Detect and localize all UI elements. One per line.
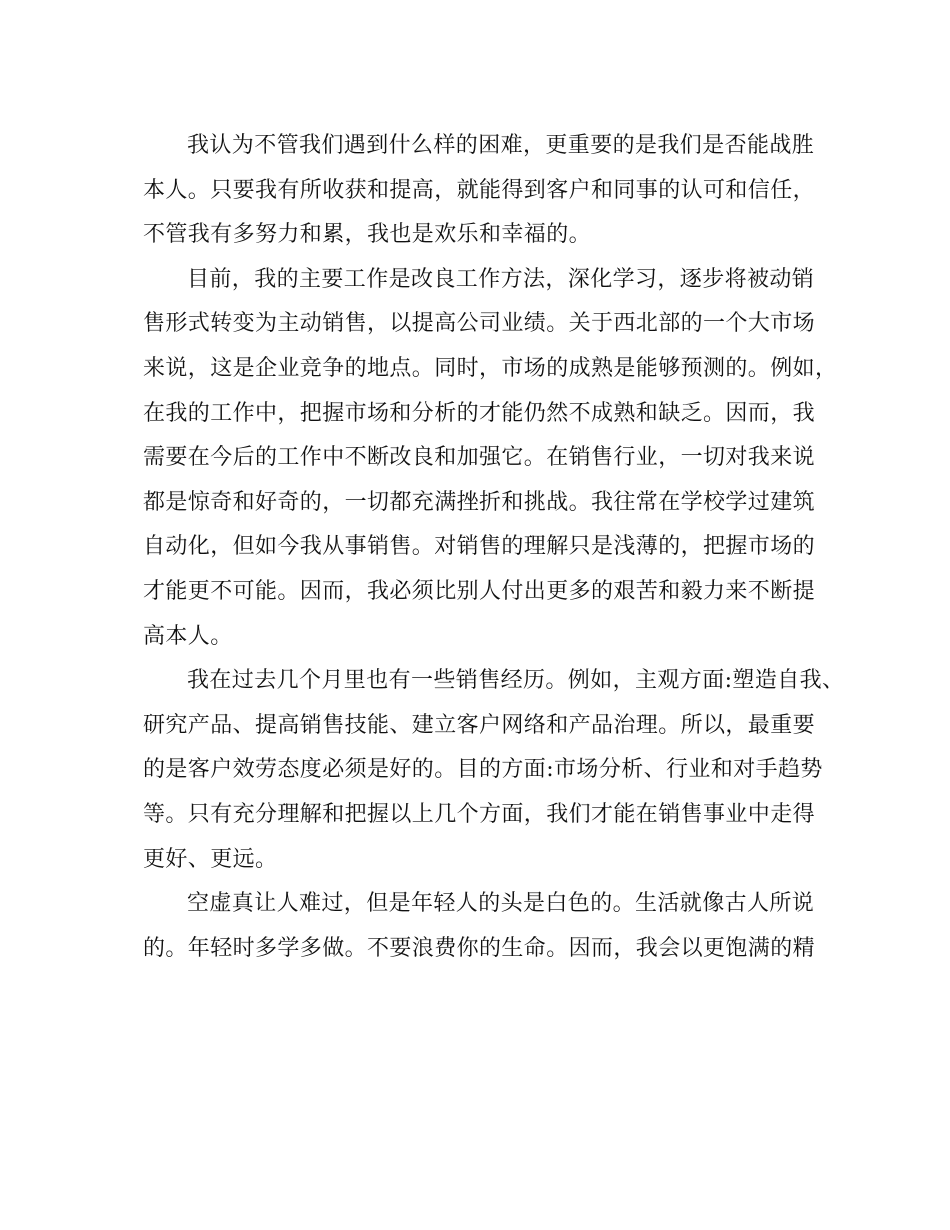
text-line: 研究产品、提高销售技能、建立客户网络和产品治理。所以，最重要 [143,712,816,738]
text-line: 高本人。 [143,623,233,649]
paragraph-4 [143,882,843,971]
text-line: 更好、更远。 [143,846,278,872]
paragraph-2 [143,258,843,659]
text-line: 售形式转变为主动销售，以提高公司业绩。关于西北部的一个大市场 [143,311,816,337]
text-line: 不管我有多努力和累，我也是欢乐和幸福的。 [143,222,592,248]
text-line: 等。只有充分理解和把握以上几个方面，我们才能在销售事业中走得 [143,801,816,827]
text-line: 目前，我的主要工作是改良工作方法，深化学习，逐步将被动销 [187,266,815,292]
text-line: 都是惊奇和好奇的，一切都充满挫折和挑战。我往常在学校学过建筑 [143,489,816,515]
text-line: 才能更不可能。因而，我必须比别人付出更多的艰苦和毅力来不断提 [143,578,816,604]
paragraph-3 [143,659,843,882]
text-line: 自动化，但如今我从事销售。对销售的理解只是浅薄的，把握市场的 [143,534,816,560]
text-line: 的。年轻时多学多做。不要浪费你的生命。因而，我会以更饱满的精 [143,935,816,961]
text-line: 来说，这是企业竞争的地点。同时，市场的成熟是能够预测的。例如， [143,355,838,381]
body-text [143,124,843,971]
text-line: 在我的工作中，把握市场和分析的才能仍然不成熟和缺乏。因而，我 [143,400,816,426]
paragraph-1 [143,124,843,258]
text-line: 空虚真让人难过，但是年轻人的头是白色的。生活就像古人所说 [187,891,815,917]
text-line: 的是客户效劳态度必须是好的。目的方面:市场分析、行业和对手趋势 [143,757,823,783]
text-line: 我在过去几个月里也有一些销售经历。例如，主观方面:塑造自我、 [187,668,845,694]
text-line: 本人。只要我有所收获和提高，就能得到客户和同事的认可和信任， [143,177,816,203]
text-line: 需要在今后的工作中不断改良和加强它。在销售行业，一切对我来说 [143,445,816,471]
text-line: 我认为不管我们遇到什么样的困难，更重要的是我们是否能战胜 [187,133,815,158]
